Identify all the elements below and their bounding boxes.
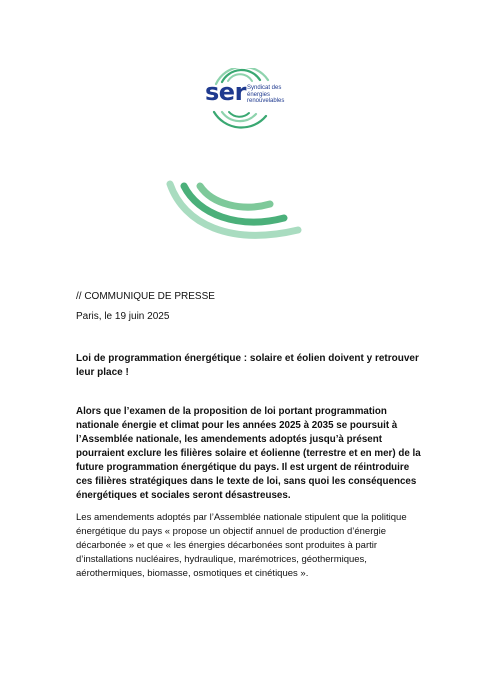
document-label: // COMMUNIQUE DE PRESSE bbox=[76, 291, 215, 302]
ser-logo bbox=[200, 68, 295, 130]
dateline: Paris, le 19 juin 2025 bbox=[76, 311, 170, 322]
body-paragraph: Les amendements adoptés par l’Assemblée nationale stipulent que la politique énergétique du pays « propose un objectif annuel de production d’énergie décarbonée » et que « les énergies décarbonées sont produites à partir d’installations nucléaires, hydraulique, marémotrices, géothermiques, aérothermiques, biomasse, osmotiques et cinétiques ». bbox=[76, 512, 407, 579]
concentric-arcs-icon bbox=[160, 172, 310, 254]
logo-wordmark: ser bbox=[205, 78, 246, 106]
headline: Loi de programmation énergétique : solaire et éolien doivent y retrouver leur place ! bbox=[76, 353, 419, 378]
logo-tagline: Syndicat des énergies renouvelables bbox=[247, 85, 285, 104]
lead-paragraph: Alors que l’examen de la proposition de loi portant programmation nationale énergie et climat pour les années 2025 à 2035 se poursuit à l’Assemblée nationale, les amendements adoptés jusqu’à présent pourraient exclure les filières solaire et éolienne (terrestre et en mer) de la future programmation énergétique du pays. Il est urgent de réintroduire ces filières stratégiques dans le texte de loi, sans quoi les conséquences énergétiques et sociales seront désastreuses. bbox=[76, 406, 421, 501]
